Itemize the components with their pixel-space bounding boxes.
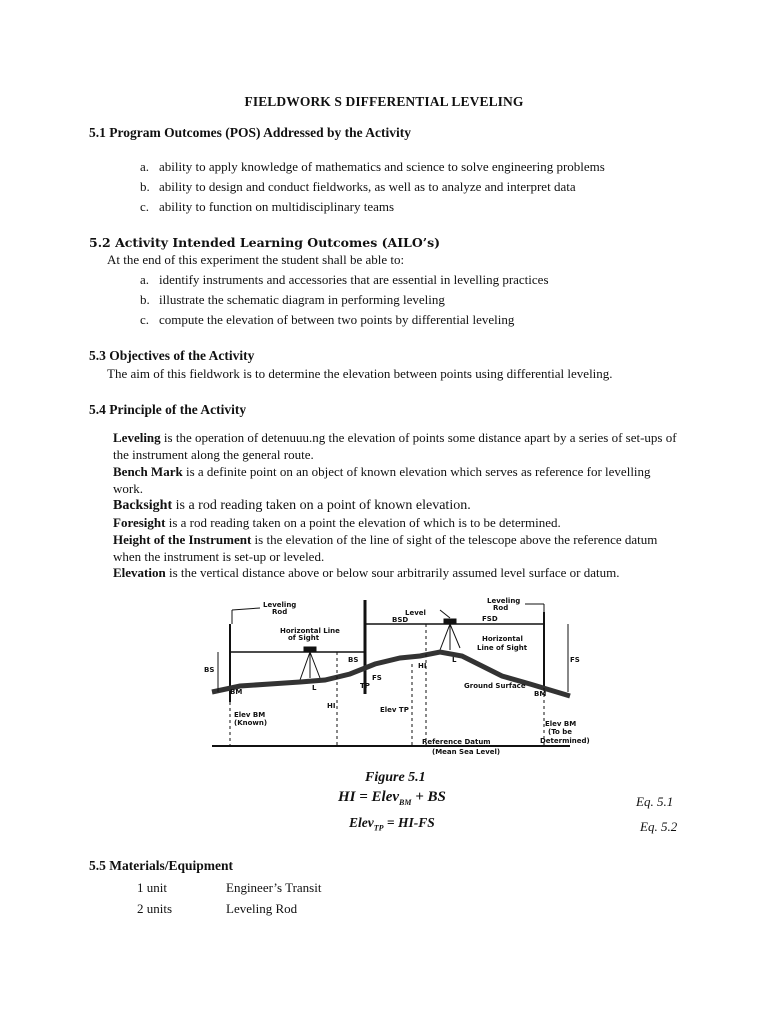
definition-text: is the operation of detenuuu.ng the elevation of points some distance apart by a series of set-ups of the instrument along the general route. (113, 430, 677, 462)
definition-foresight (113, 515, 561, 531)
label-l1: L (312, 684, 317, 692)
leader-level (440, 610, 450, 618)
definition-bench-mark (113, 464, 683, 497)
label-horizontal-line-right: Horizontal (482, 635, 523, 643)
term: Foresight (113, 515, 166, 530)
definition-text: is a definite point on an object of known elevation which serves as reference for levelling work. (113, 464, 651, 496)
definition-backsight (113, 498, 471, 514)
label-l2: L (452, 656, 457, 664)
list-item (140, 272, 549, 288)
list-letter: c. (140, 312, 150, 327)
definition-text: is the elevation of the line of sight of the telescope above the reference datum when the instrument is set-up or leveled. (113, 532, 658, 564)
label-fsd: FSD (482, 615, 498, 623)
label-hi2: HI (418, 662, 427, 670)
list-text: identify instruments and accessories that are essential in levelling practices (159, 272, 549, 287)
label-determined: Determined) (540, 737, 590, 745)
section-5-3-heading: 5.3 Objectives of the Activity (89, 348, 255, 363)
materials-qty: 2 units (137, 901, 173, 916)
list-text: ability to design and conduct fieldworks, as well as to analyze and interpret data (159, 179, 576, 194)
definition-elevation (113, 565, 620, 581)
label-elev-bma: Elev BM (234, 711, 266, 719)
equation-5-2-number: Eq. 5.2 (640, 819, 678, 834)
label-elev-bmb: Elev BM (545, 720, 577, 728)
label-reference-datum: Reference Datum (422, 738, 491, 746)
label-bs-left: BS (204, 666, 215, 674)
eq-rhs: = HI-FS (383, 815, 435, 830)
label-mean-sea-level: (Mean Sea Level) (432, 748, 501, 756)
label-bsd: BSD (392, 616, 409, 624)
eq-rhs: + BS (411, 789, 446, 805)
equation-5-1-number: Eq. 5.1 (636, 794, 674, 809)
equation-5-2 (349, 815, 435, 833)
term: Backsight (113, 498, 173, 513)
label-fs-mid: FS (372, 674, 382, 682)
term: Leveling (113, 430, 161, 445)
label-leveling-rod-left: Leveling (263, 601, 297, 609)
label-to-be: (To be (548, 728, 573, 736)
label-bm-a: BM (230, 688, 243, 696)
eq-lhs: HI = Elev (338, 789, 400, 805)
section-5-2-heading: 5.2 Activity Intended Learning Outcomes (AILO’s) (89, 235, 441, 250)
term: Height of the Instrument (113, 532, 252, 547)
definition-leveling (113, 430, 683, 463)
list-item (140, 312, 514, 328)
label-ground-surface: Ground Surface (464, 682, 526, 690)
eq-lhs: Elev (349, 815, 374, 830)
term: Bench Mark (113, 464, 183, 479)
section-5-4-heading: 5.4 Principle of the Activity (89, 402, 247, 417)
label-hi1: HI (327, 702, 336, 710)
equation-5-1 (338, 789, 446, 807)
list-item (140, 179, 576, 195)
label-known: (Known) (234, 719, 268, 727)
list-text: ability to function on multidisciplinary teams (159, 199, 395, 214)
definition-text: is a rod reading taken on a point of known elevation. (172, 498, 471, 513)
label-bm-b: BM (534, 690, 547, 698)
label-tp1: TP (360, 682, 370, 690)
label-bs-mid: BS (348, 656, 359, 664)
label-level: Level (405, 609, 426, 617)
materials-item: Leveling Rod (226, 901, 298, 916)
list-text: compute the elevation of between two points by differential leveling (159, 312, 515, 327)
label-elev-tp1: Elev TP (380, 706, 409, 714)
figure-caption: Figure 5.1 (365, 770, 426, 785)
leader-rod-left (232, 608, 260, 610)
label-fs-right: FS (570, 656, 580, 664)
list-text: illustrate the schematic diagram in performing leveling (159, 292, 445, 307)
section-5-2-intro: At the end of this experiment the student shall be able to: (107, 252, 405, 267)
materials-qty: 1 unit (137, 880, 167, 895)
list-text: ability to apply knowledge of mathematics and science to solve engineering problems (159, 159, 605, 174)
page-title: FIELDWORK S DIFFERENTIAL LEVELING (244, 94, 524, 109)
label-leveling-rod-left-2: Rod (272, 608, 288, 616)
list-item (140, 159, 605, 175)
label-leveling-rod-right: Leveling (487, 597, 521, 605)
definition-height-of-instrument (113, 532, 683, 565)
section-5-3-text: The aim of this fieldwork is to determine the elevation between points using differential leveling. (107, 366, 613, 381)
materials-item: Engineer’s Transit (226, 880, 322, 895)
eq-sub: TP (373, 823, 384, 833)
list-item (140, 292, 445, 308)
eq-sub: BM (399, 798, 412, 807)
label-leveling-rod-right-2: Rod (493, 604, 509, 612)
definition-text: is the vertical distance above or below sour arbitrarily assumed level surface or datum. (165, 565, 620, 580)
term: Elevation (113, 565, 166, 580)
section-5-5-heading: 5.5 Materials/Equipment (89, 858, 233, 873)
differential-leveling-figure (200, 592, 590, 772)
label-horizontal-line-left: Horizontal Line (280, 627, 340, 635)
definition-text: is a rod reading taken on a point the elevation of which is to be determined. (165, 515, 561, 530)
list-letter: b. (140, 179, 150, 194)
label-horizontal-line-left-2: of Sight (288, 634, 320, 642)
list-letter: a. (140, 159, 150, 174)
list-item (140, 199, 394, 215)
list-letter: a. (140, 272, 150, 287)
label-horizontal-line-right-2: Line of Sight (477, 644, 528, 652)
section-5-1-heading: 5.1 Program Outcomes (POS) Addressed by the Activity (89, 125, 411, 140)
list-letter: c. (140, 199, 150, 214)
list-letter: b. (140, 292, 150, 307)
